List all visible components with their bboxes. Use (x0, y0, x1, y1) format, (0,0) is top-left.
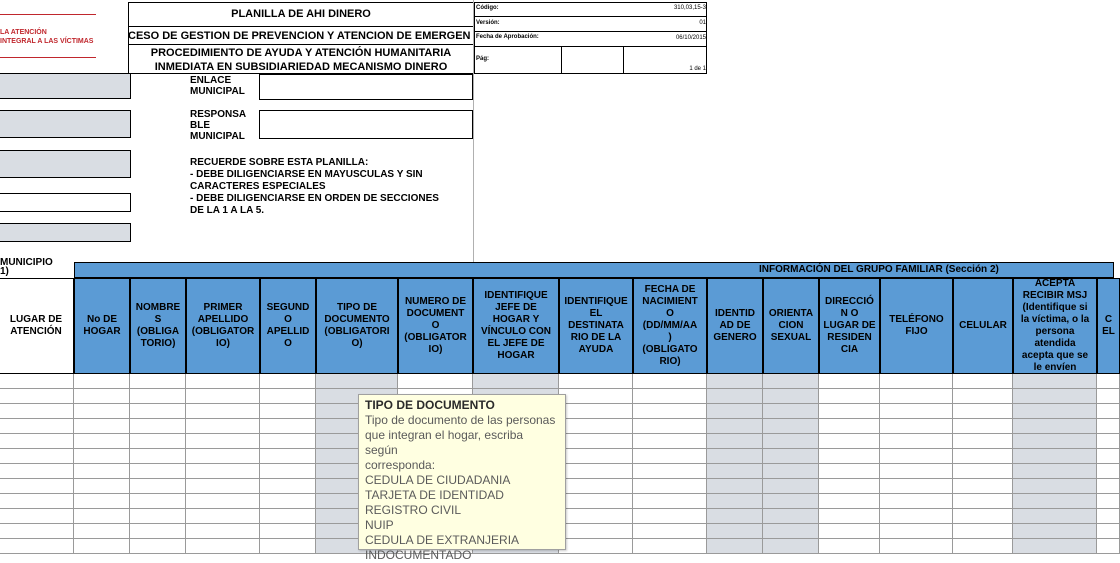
tooltip-line: NUIP (365, 518, 394, 532)
column-header-line: O (284, 314, 292, 325)
grid-cell[interactable] (953, 494, 1013, 509)
logo-bar-bottom (0, 57, 96, 58)
grid-cell[interactable] (74, 479, 130, 494)
logo-line1: LA ATENCIÓN (0, 29, 47, 36)
grid-cell[interactable] (1097, 509, 1120, 524)
grid-cell[interactable] (1097, 539, 1120, 554)
pag-value: 1 de 1 (689, 66, 706, 72)
grid-cell[interactable] (1013, 479, 1097, 494)
grid-cell[interactable] (186, 494, 260, 509)
grid-cell[interactable] (880, 374, 953, 389)
codigo-label: Código: (476, 5, 499, 11)
version-value: 01 (699, 20, 706, 26)
grid-cell[interactable] (953, 539, 1013, 554)
grid-cell[interactable] (707, 494, 763, 509)
grid-cell[interactable] (880, 449, 953, 464)
column-header-line: NUMERO DE (404, 296, 467, 307)
grid-cell[interactable] (260, 419, 316, 434)
column-header-9[interactable] (633, 278, 707, 374)
grid-cell[interactable] (819, 389, 880, 404)
grid-cell[interactable] (1013, 374, 1097, 389)
grid-cell[interactable] (1013, 524, 1097, 539)
column-header-line: CELULAR (959, 320, 1007, 331)
grid-cell[interactable] (0, 524, 74, 539)
column-header-16[interactable] (1097, 278, 1120, 374)
grid-cell[interactable] (74, 404, 130, 419)
grid-cell[interactable] (0, 479, 74, 494)
grid-cell[interactable] (1097, 494, 1120, 509)
grid-cell[interactable] (707, 404, 763, 419)
grid-cell[interactable] (559, 404, 633, 419)
grid-cell[interactable] (130, 494, 186, 509)
grid-cell[interactable] (633, 494, 707, 509)
column-header-line: persona (1035, 326, 1075, 337)
grid-cell[interactable] (130, 509, 186, 524)
column-header-line: O (431, 320, 440, 331)
grid-cell[interactable] (819, 404, 880, 419)
grid-cell[interactable] (130, 449, 186, 464)
column-header-line: ACEPTA (1034, 278, 1076, 289)
grid-cell[interactable] (130, 419, 186, 434)
tooltip-line: CEDULA DE EXTRANJERIA (365, 533, 520, 547)
grid-cell[interactable] (633, 524, 707, 539)
column-header-2[interactable] (130, 278, 186, 374)
tooltip-line: que integran el hogar, escriba según (365, 428, 524, 457)
pag-label: Pág: (476, 56, 490, 62)
grid-cell[interactable] (316, 374, 398, 389)
column-header-line: PRIMER (203, 302, 243, 313)
grid-cell[interactable] (260, 404, 316, 419)
grid-cell[interactable] (707, 434, 763, 449)
grid-cell[interactable] (763, 494, 819, 509)
column-header-line: RESIDEN (827, 332, 872, 343)
column-header-line: IO) (428, 344, 443, 355)
column-header-14[interactable] (953, 278, 1013, 374)
column-header-line: (DD/MM/AA (642, 320, 698, 331)
grid-cell[interactable] (559, 389, 633, 404)
grid-cell[interactable] (953, 524, 1013, 539)
grid-cell[interactable] (633, 479, 707, 494)
column-header-10[interactable] (707, 278, 763, 374)
column-header-1[interactable] (74, 278, 130, 374)
column-header-4[interactable] (260, 278, 316, 374)
left-grey-field-2[interactable] (0, 110, 131, 138)
column-header-line: EL (1102, 326, 1115, 337)
column-header-line: IO) (216, 338, 230, 349)
grid-cell[interactable] (633, 434, 707, 449)
column-header-line: LUGAR DE (9, 314, 63, 325)
tooltip-body (365, 413, 559, 563)
grid-cell[interactable] (707, 539, 763, 554)
grid-cell[interactable] (186, 509, 260, 524)
column-header-line: IDENTIFIQUE (484, 290, 548, 301)
grid-cell[interactable] (633, 449, 707, 464)
grid-cell[interactable] (707, 479, 763, 494)
column-header-line: atendida (1034, 338, 1076, 349)
grid-cell[interactable] (633, 389, 707, 404)
grid-cell[interactable] (953, 449, 1013, 464)
grid-cell[interactable] (880, 464, 953, 479)
column-header-13[interactable] (880, 278, 953, 374)
grid-cell[interactable] (880, 494, 953, 509)
grid-cell[interactable] (707, 449, 763, 464)
column-header-line: (OBLIGATO (642, 344, 698, 355)
grid-cell[interactable] (633, 419, 707, 434)
logo-bar-top (0, 14, 96, 15)
grid-cell[interactable] (763, 374, 819, 389)
grid-cell[interactable] (260, 449, 316, 464)
grid-cell[interactable] (953, 374, 1013, 389)
fecha-value: 06/10/2015 (675, 35, 706, 41)
grid-cell[interactable] (880, 389, 953, 404)
column-header-line: la víctima, o la (1020, 314, 1090, 325)
version-label: Versión: (476, 20, 500, 26)
tooltip-line: REGISTRO CIVIL (365, 503, 462, 517)
responsable-municipal-input[interactable] (259, 110, 473, 139)
grid-cell[interactable] (130, 464, 186, 479)
column-header-line: FIJO (905, 326, 928, 337)
grid-cell[interactable] (633, 509, 707, 524)
column-header-line: SEXUAL (770, 332, 812, 343)
grid-cell[interactable] (763, 524, 819, 539)
grid-cell[interactable] (953, 434, 1013, 449)
grid-cell[interactable] (819, 509, 880, 524)
grid-cell[interactable] (953, 509, 1013, 524)
grid-cell[interactable] (0, 404, 74, 419)
grid-cell[interactable] (1013, 404, 1097, 419)
column-header-line: (OBLIGATOR (404, 332, 467, 343)
grid-cell[interactable] (74, 434, 130, 449)
grid-cell[interactable] (819, 539, 880, 554)
grid-cell[interactable] (763, 389, 819, 404)
planilla-notice: RECUERDE SOBRE ESTA PLANILLA: - DEBE DILIGENCIARSE EN MAYUSCULAS Y SIN CARACTERES ESPECIALES - DEBE DILIGENCIARSE EN ORDEN DE SECCIONES DE LA 1 A LA 5. (190, 157, 439, 216)
grid-cell[interactable] (819, 374, 880, 389)
column-header-line: JEFE DE (495, 302, 537, 313)
grid-cell[interactable] (0, 494, 74, 509)
column-header-3[interactable] (186, 278, 260, 374)
grid-cell[interactable] (398, 374, 473, 389)
column-header-line: HOGAR (83, 326, 121, 337)
grid-cell[interactable] (74, 464, 130, 479)
grid-cell[interactable] (763, 404, 819, 419)
column-header-line: GENERO (713, 332, 757, 343)
grid-cell[interactable] (0, 419, 74, 434)
logo-line2: INTEGRAL A LAS VÍCTIMAS (0, 38, 94, 45)
column-header-line: ATENCIÓN (10, 326, 62, 337)
tooltip-line: INDOCUMENTADO (365, 548, 472, 562)
header-procedure-2: INMEDIATA EN SUBSIDIARIEDAD MECANISMO DINERO (154, 61, 448, 73)
grid-cell[interactable] (0, 464, 74, 479)
column-header-line: DIRECCIÓ (825, 296, 874, 307)
column-header-line: RECIBIR MSJ (1022, 290, 1088, 301)
left-grey-field-1[interactable] (0, 73, 131, 99)
grid-cell[interactable] (74, 449, 130, 464)
column-header-line: (OBLIGATOR (191, 326, 255, 337)
grid-cell[interactable] (763, 479, 819, 494)
column-header-line: LUGAR DE (823, 320, 876, 331)
grid-cell[interactable] (186, 539, 260, 554)
column-header-line: le envíen (1033, 362, 1077, 373)
column-header-line: IDENTIFIQUE (564, 296, 628, 307)
grid-cell[interactable] (880, 479, 953, 494)
left-grey-field-3[interactable] (0, 150, 131, 178)
column-header-8[interactable] (559, 278, 633, 374)
enlace-label: ENLACE MUNICIPAL (190, 75, 245, 97)
grid-cell[interactable] (74, 494, 130, 509)
column-header-line: APELLIDO (197, 314, 249, 325)
grid-cell[interactable] (559, 419, 633, 434)
grid-cell[interactable] (1013, 389, 1097, 404)
grid-cell[interactable] (707, 464, 763, 479)
grid-cell[interactable] (1013, 494, 1097, 509)
column-header-line: TELÉFONO (889, 314, 944, 325)
grid-cell[interactable] (880, 404, 953, 419)
grid-cell[interactable] (260, 494, 316, 509)
grid-cell[interactable] (1013, 449, 1097, 464)
grid-cell[interactable] (0, 509, 74, 524)
grid-cell[interactable] (260, 434, 316, 449)
grid-cell[interactable] (763, 434, 819, 449)
grid-cell[interactable] (953, 464, 1013, 479)
column-header-line: EL (589, 308, 603, 319)
left-white-field[interactable] (0, 193, 131, 212)
grid-cell[interactable] (186, 479, 260, 494)
grid-cell[interactable] (819, 464, 880, 479)
grid-cell[interactable] (1013, 509, 1097, 524)
grid-cell[interactable] (819, 449, 880, 464)
grid-cell[interactable] (633, 539, 707, 554)
grid-cell[interactable] (1013, 464, 1097, 479)
column-header-line: HOGAR (497, 350, 535, 361)
column-header-line: RIO DE LA (570, 332, 622, 343)
grid-cell[interactable] (559, 524, 633, 539)
grid-cell[interactable] (0, 434, 74, 449)
grid-cell[interactable] (633, 374, 707, 389)
grid-cell[interactable] (130, 404, 186, 419)
grid-cell[interactable] (260, 389, 316, 404)
grid-cell[interactable] (130, 479, 186, 494)
grid-cell[interactable] (880, 509, 953, 524)
tipo-documento-tooltip (358, 394, 566, 562)
codigo-value: 310,03,15-3 (673, 5, 706, 11)
grid-cell[interactable] (74, 509, 130, 524)
grid-cell[interactable] (1013, 419, 1097, 434)
column-header-line: S (154, 314, 162, 325)
grid-cell[interactable] (559, 539, 633, 554)
grid-cell[interactable] (819, 494, 880, 509)
column-header-line: EL JEFE DE (487, 338, 545, 349)
column-header-line: HOGAR Y (492, 314, 540, 325)
column-header-line: NACIMIENT (642, 296, 698, 307)
grid-cell[interactable] (74, 524, 130, 539)
grid-cell[interactable] (953, 419, 1013, 434)
column-header-line: TORIO) (140, 338, 176, 349)
column-header-15[interactable] (1013, 278, 1097, 374)
fecha-label: Fecha de Aprobación: (476, 34, 539, 40)
column-header-12[interactable] (819, 278, 880, 374)
grid-cell[interactable] (707, 524, 763, 539)
grid-cell[interactable] (633, 404, 707, 419)
grid-cell[interactable] (880, 434, 953, 449)
column-header-line: DOCUMENTO (324, 314, 390, 325)
grid-cell[interactable] (186, 464, 260, 479)
header-title: PLANILLA DE AHI DINERO (128, 2, 474, 27)
grid-cell[interactable] (1097, 389, 1120, 404)
grid-cell[interactable] (559, 434, 633, 449)
tooltip-line: Tipo de documento de las personas (365, 413, 556, 427)
column-header-line: (Identifique si (1022, 302, 1088, 313)
grid-cell[interactable] (74, 374, 130, 389)
column-header-line: O) (351, 338, 363, 349)
grid-cell[interactable] (1097, 374, 1120, 389)
grid-cell[interactable] (130, 539, 186, 554)
column-header-line: CIA (840, 344, 859, 355)
column-header-line: ) (668, 332, 672, 343)
column-header-line: ORIENTA (768, 308, 814, 319)
column-header-line: (OBLIGA (136, 326, 180, 337)
grid-cell[interactable] (707, 419, 763, 434)
grid-cell[interactable] (260, 509, 316, 524)
grid-cell[interactable] (819, 479, 880, 494)
grid-cell[interactable] (880, 419, 953, 434)
tooltip-title: TIPO DE DOCUMENTO (365, 398, 495, 412)
tooltip-line: CEDULA DE CIUDADANIA (365, 473, 511, 487)
grid-cell[interactable] (880, 524, 953, 539)
grid-cell[interactable] (1097, 419, 1120, 434)
grid-cell[interactable] (953, 479, 1013, 494)
grid-cell[interactable] (186, 419, 260, 434)
grid-cell[interactable] (74, 389, 130, 404)
grid-cell[interactable] (1097, 404, 1120, 419)
header-process: CESO DE GESTION DE PREVENCION Y ATENCION DE EMERGEN (128, 27, 474, 45)
left-grey-field-4[interactable] (0, 223, 131, 242)
grid-cell[interactable] (1013, 434, 1097, 449)
grid-cell[interactable] (0, 374, 74, 389)
grid-cell[interactable] (0, 389, 74, 404)
column-header-line: IDENTID (715, 308, 755, 319)
grid-cell[interactable] (763, 419, 819, 434)
grid-cell[interactable] (707, 389, 763, 404)
grid-cell[interactable] (559, 464, 633, 479)
grid-cell[interactable] (559, 509, 633, 524)
grid-cell[interactable] (74, 419, 130, 434)
column-header-line: (OBLIGATORI (324, 326, 390, 337)
grid-cell[interactable] (559, 479, 633, 494)
grid-cell[interactable] (559, 449, 633, 464)
grid-cell[interactable] (819, 419, 880, 434)
grid-cell[interactable] (819, 434, 880, 449)
grid-cell[interactable] (707, 374, 763, 389)
grid-cell[interactable] (819, 524, 880, 539)
column-header-line: DESTINATA (568, 320, 624, 331)
municipio-label: MUNICIPIO 1) (0, 257, 53, 277)
grid-cell[interactable] (130, 389, 186, 404)
grid-cell[interactable] (1097, 449, 1120, 464)
grid-cell[interactable] (130, 374, 186, 389)
column-header-line: CION (778, 320, 804, 331)
column-header-5[interactable] (316, 278, 398, 374)
header-procedure-1: PROCEDIMIENTO DE AYUDA Y ATENCIÓN HUMANITARIA (150, 47, 452, 59)
grid-cell[interactable] (130, 434, 186, 449)
grid-cell[interactable] (1013, 539, 1097, 554)
column-header-line: N O (840, 308, 859, 319)
grid-cell[interactable] (260, 524, 316, 539)
grid-cell[interactable] (186, 524, 260, 539)
grid-cell[interactable] (953, 389, 1013, 404)
column-header-line: TIPO DE (336, 302, 377, 313)
grid-cell[interactable] (0, 449, 74, 464)
column-header-line: NOMBRE (135, 302, 181, 313)
column-header-0[interactable] (0, 278, 74, 374)
column-header-11[interactable] (763, 278, 819, 374)
grid-cell[interactable] (1097, 434, 1120, 449)
grid-cell[interactable] (1097, 464, 1120, 479)
responsable-label: RESPONSA BLE MUNICIPAL (190, 109, 247, 142)
tooltip-line: corresponda: (365, 458, 436, 472)
column-header-line: APELLID (266, 326, 310, 337)
logo (0, 12, 128, 62)
column-header-line: O (284, 338, 292, 349)
column-header-line: SEGUND (266, 302, 310, 313)
grid-cell[interactable] (633, 464, 707, 479)
grid-cell[interactable] (953, 404, 1013, 419)
grid-cell[interactable] (186, 374, 260, 389)
grid-cell[interactable] (763, 539, 819, 554)
grid-cell[interactable] (1097, 524, 1120, 539)
grid-cell[interactable] (260, 539, 316, 554)
grid-cell[interactable] (130, 524, 186, 539)
section-title: INFORMACIÓN DEL GRUPO FAMILIAR (Sección 2) (759, 264, 999, 275)
grid-cell[interactable] (260, 479, 316, 494)
grid-cell[interactable] (1097, 479, 1120, 494)
column-header-line: C (1104, 314, 1113, 325)
grid-cell[interactable] (880, 539, 953, 554)
column-header-line: AYUDA (578, 344, 614, 355)
column-header-line: No DE (86, 314, 117, 325)
tooltip-line: TARJETA DE IDENTIDAD (365, 488, 504, 502)
grid-cell[interactable] (186, 389, 260, 404)
grid-cell[interactable] (260, 464, 316, 479)
grid-cell[interactable] (260, 374, 316, 389)
section-header (74, 262, 1114, 278)
grid-cell[interactable] (186, 404, 260, 419)
grid-cell[interactable] (559, 494, 633, 509)
grid-cell[interactable] (74, 539, 130, 554)
column-header-line: DOCUMENT (406, 308, 465, 319)
grid-cell[interactable] (186, 449, 260, 464)
grid-cell[interactable] (186, 434, 260, 449)
column-header-7[interactable] (473, 278, 559, 374)
grid-cell[interactable] (763, 464, 819, 479)
grid-cell[interactable] (559, 374, 633, 389)
grid-cell[interactable] (763, 509, 819, 524)
column-header-line: O (666, 308, 674, 319)
column-header-line: FECHA DE (644, 284, 696, 295)
column-header-line: AD DE (719, 320, 751, 331)
grid-cell[interactable] (473, 374, 559, 389)
grid-cell[interactable] (707, 509, 763, 524)
grid-cell[interactable] (0, 539, 74, 554)
column-header-6[interactable] (398, 278, 473, 374)
column-header-line: VÍNCULO CON (481, 326, 551, 337)
enlace-municipal-input[interactable] (259, 74, 473, 100)
grid-cell[interactable] (763, 449, 819, 464)
column-header-line: acepta que se (1021, 350, 1089, 361)
column-header-line: RIO) (659, 356, 681, 367)
